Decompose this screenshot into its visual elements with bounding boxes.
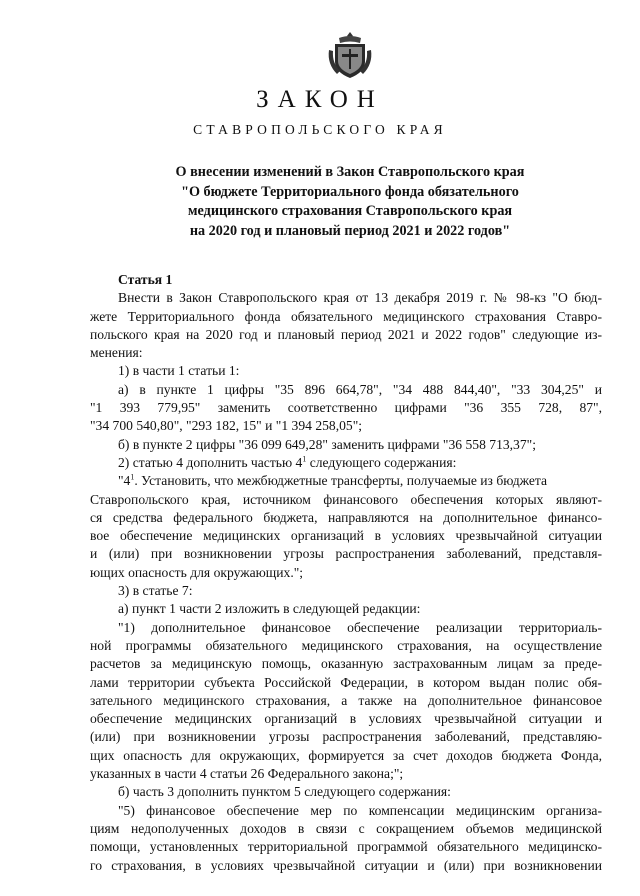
text-line: зательного медицинского страхования, а также на дополнительное финансовое [90, 692, 602, 708]
superscript: 1 [302, 454, 307, 464]
text-line: ной программы обязательного медицинского страхования, на осуществление [90, 637, 602, 653]
coat-of-arms-emblem [327, 30, 373, 80]
text-fragment: следующего содержания: [306, 454, 457, 470]
text-line: Ставропольского края, источником финансового обеспечения которых являют- [90, 491, 602, 507]
law-heading [100, 163, 600, 241]
text-line: и (или) при возникновении угрозы распространения заболеваний, представля- [90, 546, 602, 562]
text-line [90, 454, 602, 472]
text-line: менения: [90, 345, 143, 361]
text-line: циям недополученных доходов в связи с сокращением объемов медицинской [90, 820, 602, 836]
text-line: помощи, установленных территориальной программой обязательного медицинско- [90, 839, 602, 855]
text-line: а) в пункте 1 цифры "35 896 664,78", "34 488 844,40", "33 304,25" и [118, 381, 602, 397]
text-line: (или) при возникновении угрозы распространения заболеваний, представляю- [90, 729, 602, 745]
superscript: 1 [130, 472, 135, 482]
text-line: обеспечение медицинских организаций в условиях чрезвычайной ситуации и [90, 711, 602, 727]
text-line: "5) финансовое обеспечение мер по компенсации медицинским организа- [118, 802, 602, 818]
text-line: 3) в статье 7: [118, 583, 193, 599]
text-line: вое обеспечение медицинских организаций в условиях чрезвычайной ситуации [90, 528, 602, 544]
text-fragment: "4 [118, 473, 131, 489]
text-line: "34 700 540,80", "293 182, 15" и "1 394 258,05"; [90, 418, 363, 434]
text-line: го страхования, в условиях чрезвычайной ситуации и (или) при возникновении [90, 857, 602, 873]
heading-line: "О бюджете Территориального фонда обязательного [181, 183, 519, 200]
text-line: "1) дополнительное финансовое обеспечение реализации территориаль- [118, 619, 602, 635]
text-line: б) в пункте 2 цифры "36 099 649,28" заменить цифрами "36 558 713,37"; [118, 436, 536, 452]
text-line: а) пункт 1 части 2 изложить в следующей редакции: [118, 601, 421, 617]
article-title: Статья 1 [118, 272, 173, 287]
text-line: "1 393 779,95" заменить соответственно цифрами "36 355 728, 87", [90, 400, 602, 416]
text-line [90, 472, 602, 490]
text-line: указанных в части 4 статьи 26 Федерального закона;"; [90, 766, 404, 782]
text-line: ся средства федерального бюджета, направляются на дополнительное финансо- [90, 509, 602, 525]
text-line: расчетов за медицинскую помощь, оказанную застрахованным лицам за преде- [90, 656, 602, 672]
heading-line: медицинского страхования Ставропольского края [187, 203, 513, 219]
text-line: Внести в Закон Ставропольского края от 13 декабря 2019 г. № 98-кз "О бюд- [118, 290, 602, 306]
text-line: 1) в части 1 статьи 1: [118, 363, 240, 379]
text-line: польского края на 2020 год и плановый период 2021 и 2022 годов" следующие из- [90, 326, 602, 342]
law-region: СТАВРОПОЛЬСКОГО КРАЯ [193, 122, 447, 137]
heading-line: на 2020 год и плановый период 2021 и 2022 годов" [189, 222, 511, 239]
text-line: ющих опасность для окружающих."; [90, 564, 304, 580]
text-fragment: 2) статью 4 дополнить частью 4 [118, 454, 303, 470]
heading-line: О внесении изменений в Закон Ставропольского края [175, 164, 525, 180]
text-line: жете Территориального фонда обязательного медицинского страхования Ставро- [90, 308, 602, 324]
article-body [90, 271, 602, 875]
text-line: лами территории субъекта Российской Федерации, в котором выдан полис обя- [90, 674, 602, 690]
text-fragment: . Установить, что межбюджетные трансферты, получаемые из бюджета [134, 473, 548, 489]
text-line: щих опасность для окружающих, формируется за счет доходов бюджета Фонда, [90, 747, 602, 763]
text-line: б) часть 3 дополнить пунктом 5 следующего содержания: [118, 784, 451, 800]
law-title: ЗАКОН [256, 86, 384, 113]
